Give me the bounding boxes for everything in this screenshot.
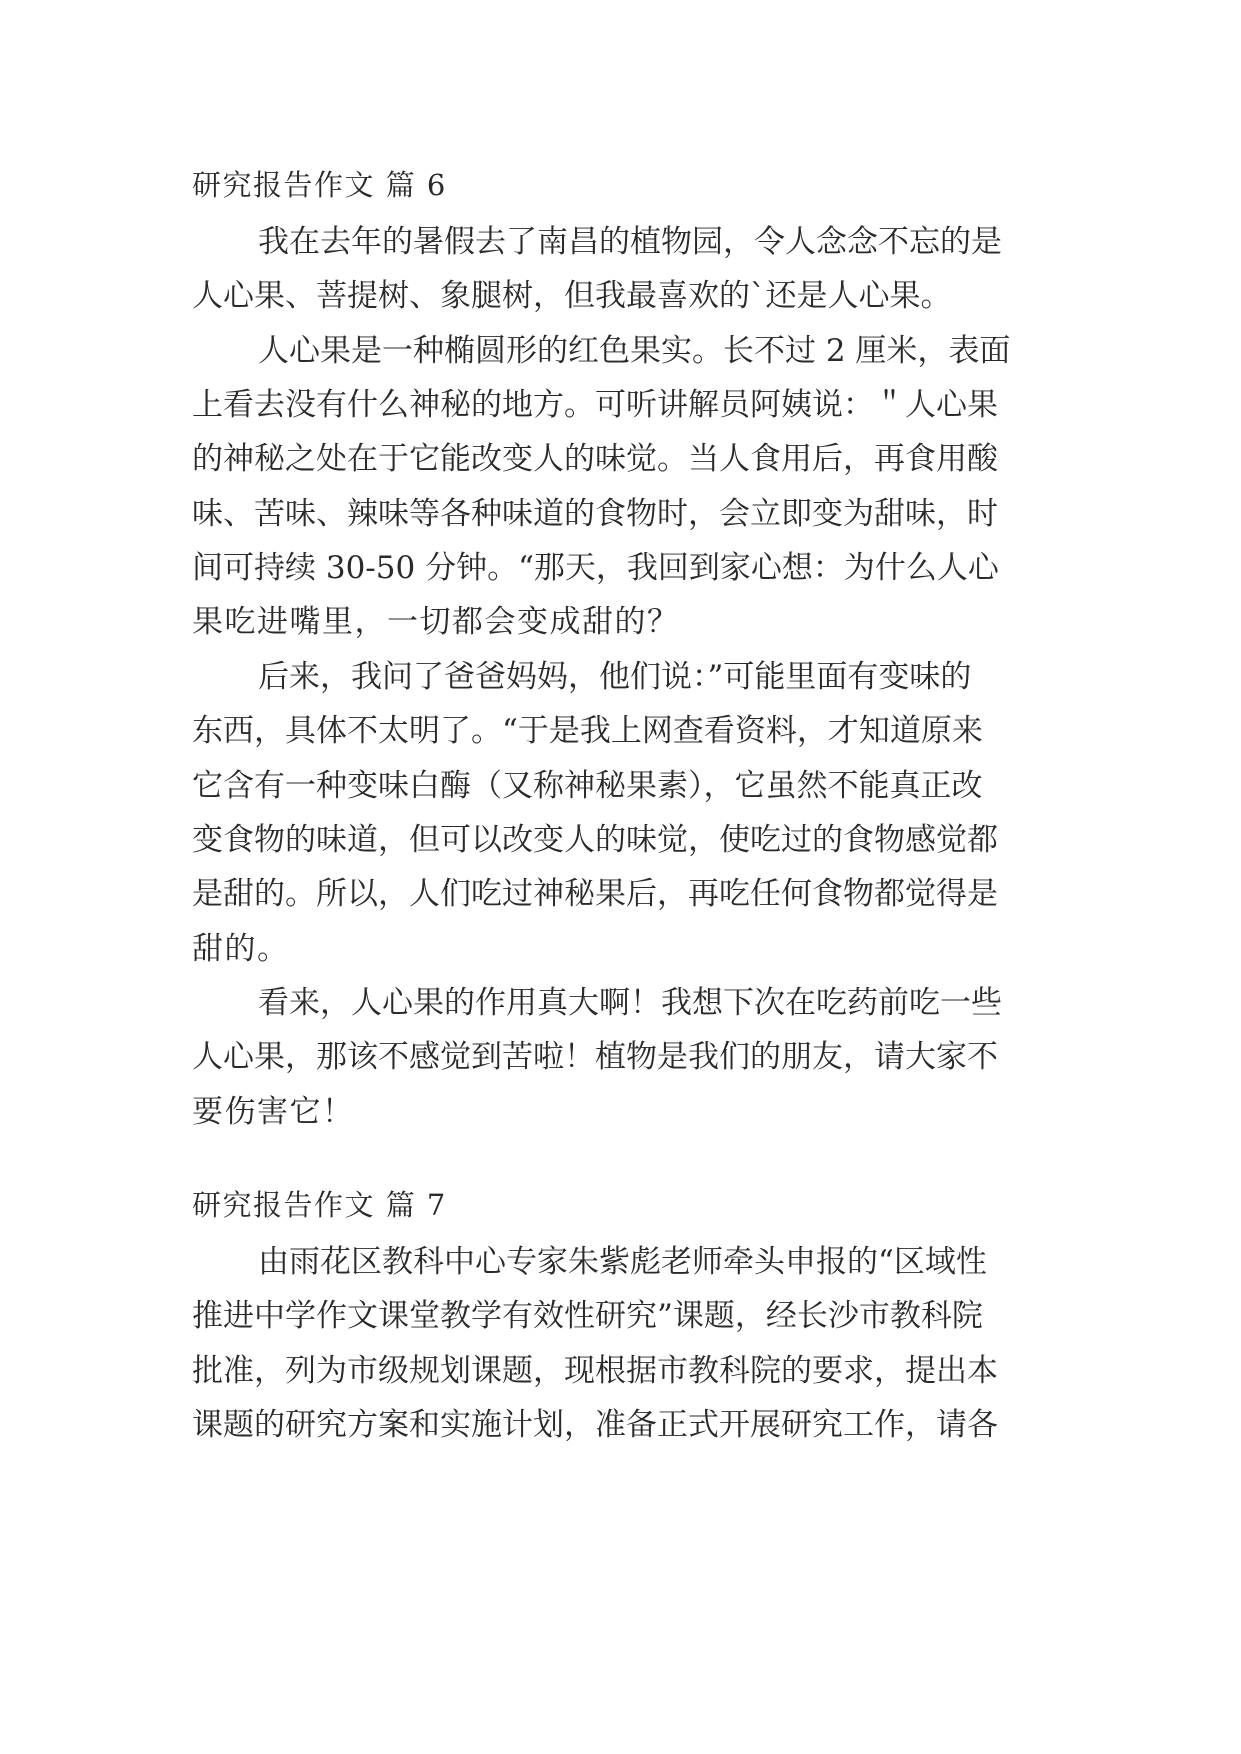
text-line: 是甜的。所以，人们吃过神秘果后，再吃任何食物都觉得是	[192, 876, 998, 912]
text-line: 人心果是一种椭圆形的红色果实。长不过 2 厘米，表面	[258, 333, 1011, 369]
text-line: 东西，具体不太明了。“于是我上网查看资料，才知道原来	[192, 713, 983, 749]
text-line: 人心果、菩提树、象腿树，但我最喜欢的`还是人心果。	[192, 278, 952, 314]
text-line: 人心果，那该不感觉到苦啦！植物是我们的朋友，请大家不	[192, 1039, 998, 1075]
text-line: 味、苦味、辣味等各种味道的食物时，会立即变为甜味，时	[192, 496, 998, 532]
text-line: 后来，我问了爸爸妈妈，他们说：”可能里面有变味的	[258, 659, 972, 695]
text-line: 的神秘之处在于它能改变人的味觉。当人食用后，再食用酸	[192, 441, 998, 477]
text-line: 变食物的味道，但可以改变人的味觉，使吃过的食物感觉都	[192, 822, 998, 858]
text-line: 上看去没有什么神秘的地方。可听讲解员阿姨说：＂人心果	[192, 387, 998, 423]
text-line: 要伤害它！	[192, 1094, 355, 1130]
text-line: 看来，人心果的作用真大啊！我想下次在吃药前吃一些	[258, 985, 1002, 1021]
section-title: 研究报告作文 篇 6	[192, 168, 447, 202]
text-line: 果吃进嘴里，一切都会变成甜的？	[192, 604, 680, 640]
text-line: 甜的。	[192, 931, 290, 967]
text-line: 由雨花区教科中心专家朱紫彪老师牵头申报的“区域性	[258, 1244, 987, 1280]
section-title: 研究报告作文 篇 7	[192, 1188, 447, 1222]
text-line: 课题的研究方案和实施计划，准备正式开展研究工作，请各	[192, 1407, 998, 1443]
text-line: 它含有一种变味白酶（又称神秘果素），它虽然不能真正改	[192, 768, 983, 804]
text-line: 推进中学作文课堂教学有效性研究”课题，经长沙市教科院	[192, 1298, 983, 1334]
text-line: 我在去年的暑假去了南昌的植物园，令人念念不忘的是	[258, 224, 1002, 260]
text-line: 批准，列为市级规划课题，现根据市教科院的要求，提出本	[192, 1353, 998, 1389]
text-line: 间可持续 30-50 分钟。“那天，我回到家心想：为什么人心	[192, 550, 999, 586]
